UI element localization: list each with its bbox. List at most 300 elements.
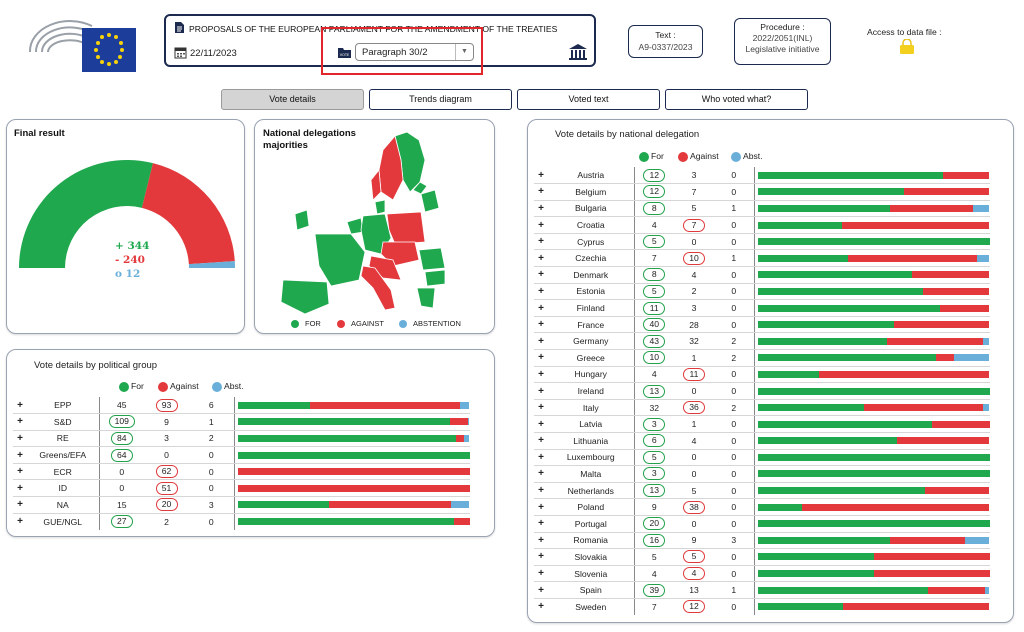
delegation-result-bar [758,470,990,477]
political-group-bar-cell [234,430,470,447]
expand-row-button[interactable]: + [13,447,27,464]
delegation-row-hungary [534,366,990,383]
delegation-row-italy [534,399,990,416]
delegation-result-bar [758,271,990,278]
against-segment [238,468,470,475]
delegation-against-value: 7 [691,186,697,197]
delegation-abst-cell [714,300,754,317]
delegation-against-cell [674,350,714,367]
delegation-abst-cell [714,466,754,483]
delegation-row-austria [534,167,990,184]
delegation-against-value: 9 [691,535,697,546]
delegation-name: Luxembourg [548,449,634,466]
expand-row-button[interactable]: + [13,480,27,497]
expand-row-button[interactable]: + [534,416,548,433]
against-segment [936,354,954,361]
delegation-against-cell [674,598,714,615]
expand-row-button[interactable]: + [13,414,27,431]
delegation-for-value: 4 [651,568,657,579]
expand-row-button[interactable]: + [534,316,548,333]
for-segment [238,452,470,459]
expand-row-button[interactable]: + [534,366,548,383]
delegation-name: Spain [548,582,634,599]
delegation-for-value: 39 [643,584,665,597]
delegation-row-france [534,316,990,333]
political-group-result-bar [238,518,470,525]
delegation-abst-value: 1 [731,203,737,214]
expand-row-button[interactable]: + [534,582,548,599]
delegation-against-value: 7 [683,219,705,232]
delegation-for-cell [634,598,674,615]
abstention-segment [451,501,469,508]
delegation-against-cell [674,416,714,433]
expand-row-button[interactable]: + [13,497,27,514]
delegation-name: Italy [548,399,634,416]
delegation-for-cell [634,399,674,416]
delegation-result-bar [758,222,990,229]
delegation-abst-cell [714,499,754,516]
against-dot-icon [158,382,168,392]
political-group-for-cell [99,513,144,530]
delegation-for-cell [634,184,674,201]
for-segment [758,437,897,444]
expand-row-button[interactable]: + [534,515,548,532]
delegation-against-value: 3 [691,170,697,181]
delegation-result-bar [758,371,990,378]
delegation-abst-cell [714,333,754,350]
against-segment [848,255,977,262]
delegation-abst-value: 0 [731,220,737,231]
delegation-name: Malta [548,466,634,483]
delegation-result-bar [758,255,990,262]
delegation-result-bar [758,172,990,179]
political-group-bar-cell [234,497,470,514]
political-legend-against: Against [158,381,199,392]
political-group-against-cell [144,497,189,514]
delegation-abst-cell [714,582,754,599]
political-group-row-s-d [13,414,470,431]
delegation-name: Denmark [548,267,634,284]
delegation-row-romania [534,532,990,549]
expand-row-button[interactable]: + [534,333,548,350]
tab-trends-diagram[interactable]: Trends diagram [369,89,512,110]
delegation-against-cell [674,316,714,333]
delegation-row-spain [534,582,990,599]
delegation-for-value: 13 [643,385,665,398]
delegation-for-cell [634,416,674,433]
political-group-name: S&D [27,414,99,431]
delegation-bar-cell [754,383,990,400]
political-group-against-cell [144,480,189,497]
delegation-name: Sweden [548,598,634,615]
institution-icon[interactable] [568,43,588,64]
delegation-abst-cell [714,350,754,367]
delegation-for-cell [634,515,674,532]
for-dot-icon [119,382,129,392]
delegation-bar-cell [754,549,990,566]
delegation-result-bar [758,305,990,312]
delegation-for-cell [634,582,674,599]
political-group-result-bar [238,435,470,442]
for-segment [238,402,311,409]
delegation-abst-value: 1 [731,585,737,596]
political-group-result-bar [238,418,470,425]
delegation-against-value: 0 [691,236,697,247]
for-segment [238,418,451,425]
political-group-name: Greens/EFA [27,447,99,464]
political-group-row-ecr [13,463,470,480]
delegation-result-bar [758,437,990,444]
delegation-bar-cell [754,366,990,383]
expand-row-button[interactable]: + [13,463,27,480]
delegation-against-cell [674,399,714,416]
political-group-name: EPP [27,397,99,414]
delegation-against-value: 3 [691,303,697,314]
delegation-against-cell [674,267,714,284]
expand-row-button[interactable]: + [534,565,548,582]
expand-row-button[interactable]: + [534,532,548,549]
political-group-against-value: 62 [156,465,178,478]
gauge-against-segment [142,163,235,264]
delegation-name: Austria [548,167,634,184]
delegation-row-greece [534,350,990,367]
abst-dot-icon [212,382,222,392]
delegation-abst-value: 0 [731,435,737,446]
delegation-result-bar [758,288,990,295]
delegation-row-malta [534,466,990,483]
tab-vote-details[interactable]: Vote details [221,89,364,110]
delegation-abst-cell [714,283,754,300]
political-group-abst-value: 3 [208,499,214,510]
against-segment [454,518,470,525]
parliament-logo [22,12,140,74]
map-title: National delegations majorities [263,128,356,151]
expand-row-button[interactable]: + [534,433,548,450]
delegation-abst-value: 0 [731,386,737,397]
delegation-abst-value: 0 [731,419,737,430]
delegation-against-value: 4 [683,567,705,580]
expand-row-button[interactable]: + [534,399,548,416]
delegation-row-germany [534,333,990,350]
expand-row-button[interactable]: + [538,601,544,613]
map-legend-abstention: ABSTENTION [399,318,461,328]
final-result-panel [6,119,245,334]
political-group-abst-value: 0 [208,466,214,477]
political-group-against-value: 0 [164,450,169,461]
political-group-bar-cell [234,513,470,530]
political-group-against-cell [144,430,189,447]
political-group-for-cell [99,397,144,414]
tab-who-voted-what[interactable]: Who voted what? [665,89,808,110]
delegation-abst-cell [714,184,754,201]
expand-row-button[interactable]: + [13,430,27,447]
delegation-abst-value: 0 [731,369,737,380]
political-group-name: ID [27,480,99,497]
expand-row-button[interactable]: + [534,250,548,267]
political-group-abst-value: 0 [208,516,214,527]
delegation-name: Bulgaria [548,200,634,217]
chevron-down-icon: ▼ [455,44,473,60]
delegation-for-value: 8 [643,268,665,281]
delegation-against-value: 11 [683,368,705,381]
delegation-abst-cell [714,366,754,383]
delegation-abst-value: 0 [731,170,737,181]
delegation-result-bar [758,205,990,212]
expand-row-button[interactable]: + [534,283,548,300]
delegation-for-cell [634,532,674,549]
delegation-for-value: 12 [643,185,665,198]
political-group-result-bar [238,501,470,508]
delegation-abst-value: 0 [731,319,737,330]
political-group-for-cell [99,414,144,431]
delegation-abst-cell [714,565,754,582]
political-group-abst-cell [189,480,234,497]
expand-row-button[interactable]: + [13,397,27,414]
delegation-row-cyprus [534,233,990,250]
delegation-against-cell [674,582,714,599]
delegation-abst-cell [714,250,754,267]
expand-row-button[interactable]: + [534,200,548,217]
for-segment [758,470,990,477]
delegation-bar-cell [754,582,990,599]
delegation-row-luxembourg [534,449,990,466]
political-group-row-greens-efa [13,447,470,464]
delegation-result-bar [758,520,990,527]
delegation-name: Romania [548,532,634,549]
delegation-row-belgium [534,184,990,201]
delegation-against-cell [674,549,714,566]
delegation-name: Croatia [548,217,634,234]
delegation-for-cell [634,565,674,582]
delegation-result-bar [758,421,990,428]
delegation-for-value: 5 [643,235,665,248]
expand-row-button[interactable]: + [534,549,548,566]
national-legend-abst: Abst. [731,151,763,162]
national-delegation-panel [527,119,1014,623]
expand-row-button[interactable]: + [534,466,548,483]
delegation-bar-cell [754,598,990,615]
expand-row-button[interactable]: + [534,383,548,400]
delegation-against-value: 4 [691,435,697,446]
against-segment [887,338,983,345]
abstention-segment [985,587,989,594]
delegation-against-cell [674,449,714,466]
political-group-abst-cell [189,513,234,530]
delegation-for-cell [634,482,674,499]
for-segment [758,587,929,594]
political-group-for-value: 64 [111,449,133,462]
delegation-bar-cell [754,233,990,250]
delegation-abst-value: 0 [731,551,737,562]
for-segment [758,371,820,378]
expand-row-button[interactable]: + [534,267,548,284]
vote-date: 22/11/2023 [190,48,237,59]
delegation-name: Germany [548,333,634,350]
for-segment [758,172,944,179]
for-segment [758,238,990,245]
expand-row-button[interactable]: + [534,233,548,250]
delegation-abst-cell [714,449,754,466]
political-group-title: Vote details by political group [34,360,158,371]
delegation-against-cell [674,383,714,400]
final-abstention: o 12 [115,268,141,280]
against-segment [842,222,990,229]
delegation-row-latvia [534,416,990,433]
delegation-result-bar [758,238,990,245]
abstention-segment [983,404,990,411]
delegation-abst-value: 0 [731,601,737,612]
delegation-abst-value: 0 [731,452,737,463]
against-segment [897,437,990,444]
delegation-for-value: 40 [643,318,665,331]
political-group-abst-cell [189,430,234,447]
tab-voted-text[interactable]: Voted text [517,89,660,110]
expand-row-button[interactable]: + [534,184,548,201]
against-segment [843,603,990,610]
for-segment [758,404,864,411]
delegation-result-bar [758,404,990,411]
delegation-bar-cell [754,217,990,234]
delegation-for-value: 13 [643,484,665,497]
delegation-against-value: 0 [691,386,697,397]
for-segment [238,518,454,525]
delegation-for-value: 4 [651,220,657,231]
delegation-against-cell [674,200,714,217]
against-segment [928,587,985,594]
delegation-abst-value: 0 [731,269,737,280]
delegation-for-value: 16 [643,534,665,547]
for-segment [758,388,990,395]
political-group-for-cell [99,447,144,464]
for-segment [758,553,874,560]
expand-row-button[interactable]: + [534,449,548,466]
delegation-against-value: 38 [683,501,705,514]
political-group-abst-cell [189,414,234,431]
delegation-bar-cell [754,466,990,483]
political-group-for-value: 45 [116,400,127,411]
political-group-for-cell [99,497,144,514]
against-segment [912,271,989,278]
text-value: A9-0337/2023 [638,42,693,52]
delegation-name: Cyprus [548,233,634,250]
procedure-type: Legislative initiative [745,44,820,54]
delegation-for-value: 7 [651,601,657,612]
delegation-abst-value: 0 [731,236,737,247]
delegation-for-cell [634,267,674,284]
political-group-row-gue-ngl [13,513,470,530]
delegation-result-bar [758,587,990,594]
delegation-abst-value: 0 [731,303,737,314]
against-segment [238,485,470,492]
procedure-value: 2022/2051(INL) [752,33,813,43]
delegation-for-value: 32 [649,402,660,413]
delegation-abst-value: 0 [731,468,737,479]
for-segment [758,305,940,312]
political-group-against-value: 2 [164,516,169,527]
delegation-for-value: 20 [643,517,665,530]
expand-row-button[interactable]: + [534,499,548,516]
national-legend-against: Against [678,151,719,162]
calendar-icon [174,46,187,62]
delegation-for-value: 10 [643,351,665,364]
expand-row-button[interactable]: + [534,482,548,499]
against-dot-icon [337,320,345,328]
expand-row-button[interactable]: + [534,217,548,234]
delegation-row-sweden [534,598,990,615]
data-file-icon[interactable] [898,39,916,58]
abstention-segment [977,255,990,262]
delegation-against-cell [674,283,714,300]
for-segment [758,321,894,328]
delegation-result-bar [758,603,990,610]
document-icon [174,21,185,37]
delegation-for-cell [634,433,674,450]
delegation-for-cell [634,233,674,250]
delegation-row-czechia [534,250,990,267]
for-segment [758,205,891,212]
abstention-segment [973,205,990,212]
delegation-for-value: 12 [643,169,665,182]
delegation-bar-cell [754,433,990,450]
against-segment [874,553,990,560]
political-group-for-cell [99,480,144,497]
delegation-for-cell [634,250,674,267]
political-group-for-cell [99,430,144,447]
delegation-bar-cell [754,316,990,333]
national-delegation-title: Vote details by national delegation [555,129,700,140]
political-group-for-value: 15 [116,499,127,510]
delegation-for-value: 9 [651,502,657,513]
expand-row-button[interactable]: + [534,167,548,184]
access-label: Access to data file : [867,27,942,37]
delegation-abst-cell [714,167,754,184]
abstention-segment [983,338,989,345]
political-group-for-value: 27 [111,515,133,528]
against-segment [456,435,464,442]
expand-row-button[interactable]: + [534,300,548,317]
delegation-name: Poland [548,499,634,516]
delegation-for-cell [634,167,674,184]
political-group-against-value: 9 [164,416,169,427]
delegation-bar-cell [754,532,990,549]
delegation-abst-cell [714,316,754,333]
delegation-against-value: 0 [691,452,697,463]
delegation-bar-cell [754,399,990,416]
political-group-abst-value: 6 [208,400,214,411]
political-group-against-cell [144,397,189,414]
delegation-abst-value: 0 [731,485,737,496]
delegation-bar-cell [754,499,990,516]
political-group-bar-cell [234,397,470,414]
expand-row-button[interactable]: + [534,350,548,367]
procedure-label: Procedure : [760,22,805,32]
delegation-for-value: 5 [643,451,665,464]
abstention-segment [464,435,469,442]
against-segment [874,570,990,577]
political-group-against-cell [144,447,189,464]
for-segment [758,255,848,262]
political-legend-abst: Abst. [212,381,244,392]
delegation-abst-value: 2 [731,352,737,363]
delegation-for-value: 3 [643,418,665,431]
political-group-panel [6,349,495,537]
political-group-abst-value: 0 [208,483,214,494]
delegation-result-bar [758,487,990,494]
expand-row-button[interactable]: + [17,516,23,528]
for-segment [758,288,924,295]
political-group-abst-value: 0 [208,450,214,461]
delegation-against-cell [674,515,714,532]
